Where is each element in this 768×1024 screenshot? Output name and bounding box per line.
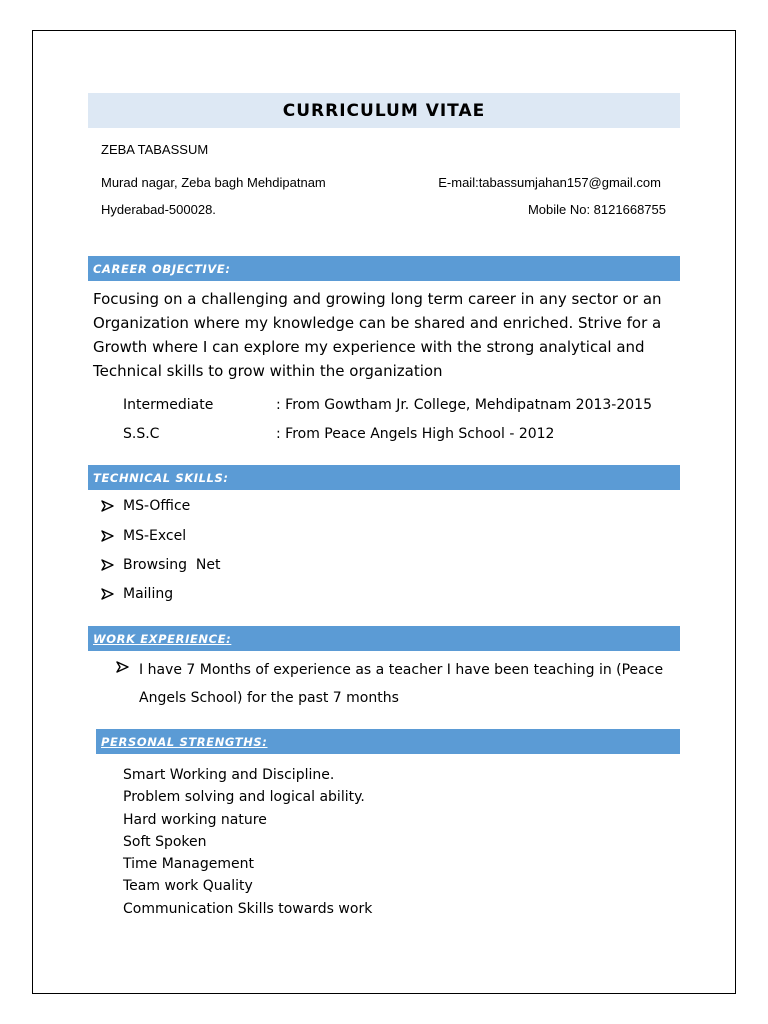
email-text: E-mail:tabassumjahan157@gmail.com — [438, 175, 661, 190]
strengths-list — [123, 764, 372, 920]
list-item: Time Management — [123, 856, 254, 873]
list-item: Team work Quality — [123, 878, 253, 895]
education-label: Intermediate — [123, 397, 214, 413]
career-objective-text: Focusing on a challenging and growing long term career in any sector or an Organization where my knowledge can be shared and enriched. Strive for a Growth where I can explore my experience with the strong analytical and Technical skills to grow within the organization — [93, 290, 662, 380]
list-item: Smart Working and Discipline. — [123, 767, 335, 783]
section-title-personal-strengths: PERSONAL STRENGTHS: — [101, 734, 268, 749]
education-row — [123, 397, 652, 413]
list-item — [101, 586, 173, 602]
page-title: CURRICULUM VITAE — [282, 100, 486, 121]
education-value: : From Peace Angels High School - 2012 — [276, 426, 555, 442]
list-item: Hard working nature — [123, 811, 267, 828]
education-row — [123, 426, 555, 442]
list-item: Problem solving and logical ability. — [123, 789, 365, 806]
section-bar-career-objective — [88, 256, 680, 281]
list-item — [101, 528, 186, 544]
skill-label: MS-Excel — [123, 528, 187, 544]
arrow-bullet-icon — [116, 661, 130, 673]
skill-label: MS-Office — [123, 498, 191, 514]
list-item — [101, 557, 221, 573]
title-bar — [88, 93, 680, 128]
section-title-career-objective: CAREER OBJECTIVE: — [93, 261, 231, 276]
candidate-name: ZEBA TABASSUM — [101, 142, 209, 157]
arrow-bullet-icon — [101, 530, 115, 542]
list-item: Soft Spoken — [123, 833, 207, 850]
address-line-2: Hyderabad-500028. — [101, 202, 216, 217]
arrow-bullet-icon — [101, 559, 115, 571]
mobile-text: Mobile No: 8121668755 — [527, 202, 666, 217]
section-title-technical-skills: TECHNICAL SKILLS: — [93, 470, 229, 485]
skill-label: Browsing Net — [123, 557, 221, 573]
list-item — [101, 498, 190, 514]
section-title-work-experience: WORK EXPERIENCE: — [93, 631, 232, 646]
section-bar-technical-skills — [88, 465, 680, 490]
education-label: S.S.C — [123, 426, 160, 442]
work-experience-text: I have 7 Months of experience as a teacher I have been teaching in (Peace Angels School) for the past 7 months — [139, 662, 664, 706]
education-value: : From Gowtham Jr. College, Mehdipatnam 2013-2015 — [276, 397, 652, 413]
section-bar-personal-strengths — [96, 729, 680, 754]
list-item: Communication Skills towards work — [123, 900, 373, 917]
arrow-bullet-icon — [101, 588, 115, 600]
arrow-bullet-icon — [101, 500, 115, 512]
section-bar-work-experience — [88, 626, 680, 651]
address-line-1: Murad nagar, Zeba bagh Mehdipatnam — [101, 175, 326, 190]
skill-label: Mailing — [123, 586, 174, 602]
